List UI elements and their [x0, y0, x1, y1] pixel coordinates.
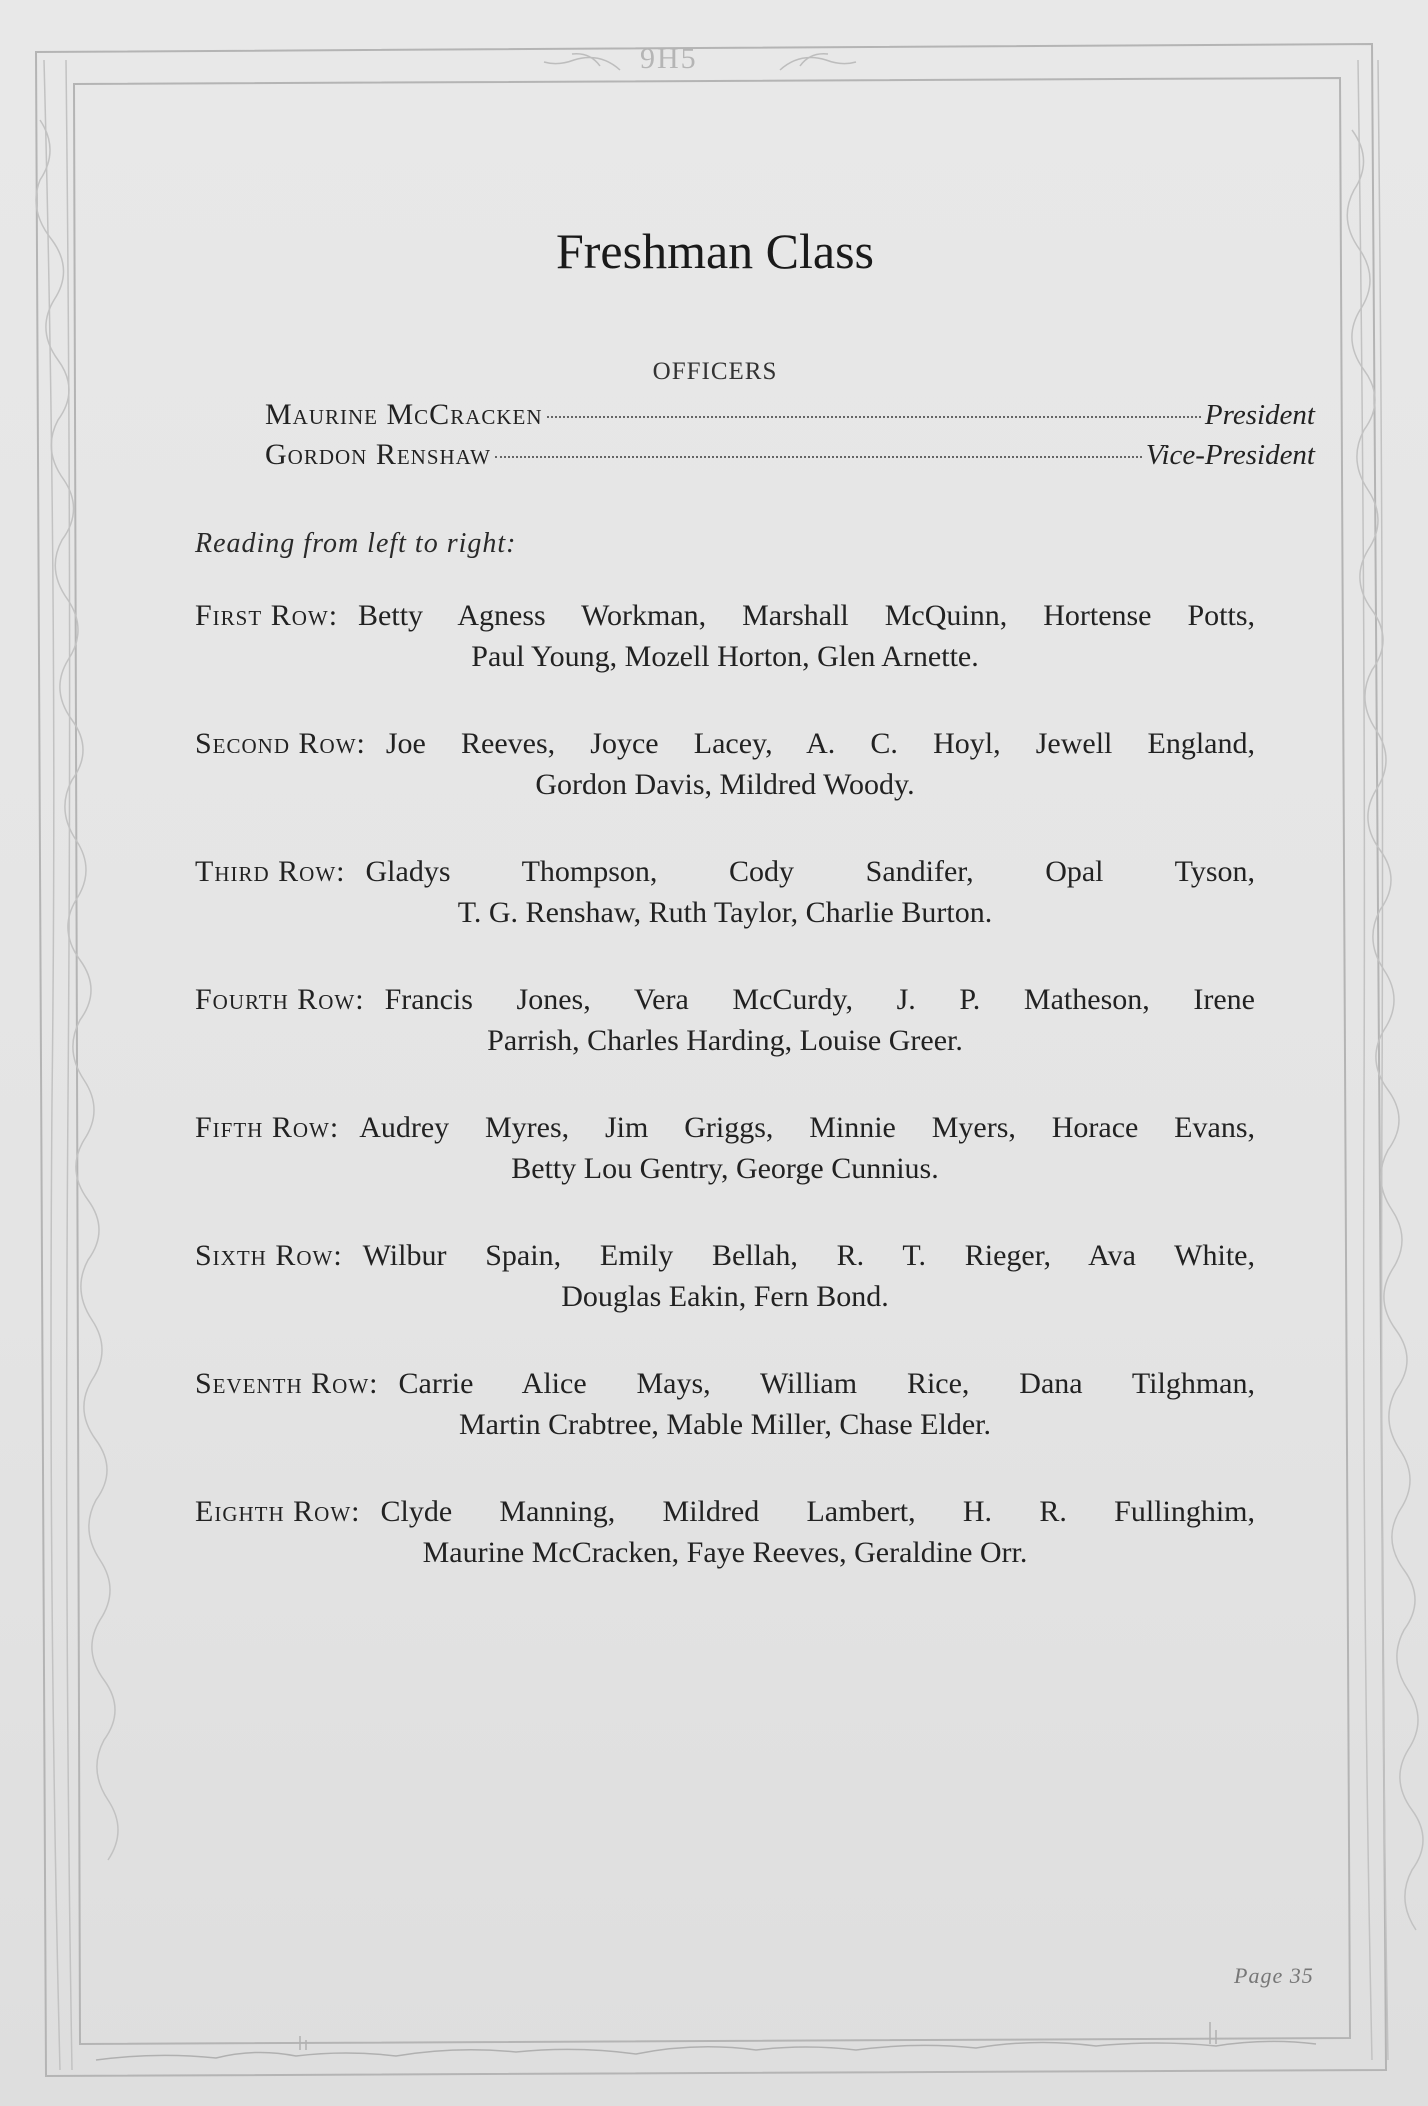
row-names-continued: Parrish, Charles Harding, Louise Greer.: [487, 1024, 963, 1057]
row-label: Seventh Row:: [195, 1367, 379, 1400]
row-names-continued: Gordon Davis, Mildred Woody.: [535, 768, 915, 801]
row-names-continued: Paul Young, Mozell Horton, Glen Arnette.: [471, 640, 979, 673]
page-title: Freshman Class: [555, 223, 875, 279]
top-wreath-ornament: [544, 54, 856, 70]
page-number: Page 35: [1234, 1963, 1314, 1988]
officer-office: Vice-President: [1145, 439, 1315, 471]
photo-row-eighth: [195, 1491, 1255, 1573]
row-label: First Row:: [195, 599, 339, 632]
photo-row-first: [195, 595, 1255, 677]
row-names: Betty Agness Workman, Marshall McQuinn, Hortense Potts,: [358, 599, 1255, 632]
officer-office: President: [1204, 399, 1315, 431]
row-label: Eighth Row:: [195, 1495, 361, 1528]
officer-row-president: [265, 398, 1315, 438]
officer-row-vice-president: [265, 438, 1315, 478]
photo-row-sixth: [195, 1235, 1255, 1317]
row-names-continued: Maurine McCracken, Faye Reeves, Geraldine Orr.: [422, 1536, 1028, 1569]
row-names: Joe Reeves, Joyce Lacey, A. C. Hoyl, Jewell England,: [385, 727, 1255, 760]
photo-row-fourth: [195, 979, 1255, 1061]
school-monogram: 9H5: [640, 42, 698, 75]
officer-name: Maurine McCracken: [265, 398, 543, 431]
row-names: Francis Jones, Vera McCurdy, J. P. Matheson, Irene: [384, 983, 1255, 1016]
photo-row-second: [195, 723, 1255, 805]
photo-row-seventh: [195, 1363, 1255, 1445]
officer-name: Gordon Renshaw: [265, 438, 491, 471]
row-names: Audrey Myres, Jim Griggs, Minnie Myers, Horace Evans,: [359, 1111, 1255, 1144]
photo-row-third: [195, 851, 1255, 933]
row-names-continued: Martin Crabtree, Mable Miller, Chase Elder.: [459, 1408, 991, 1441]
row-names-continued: T. G. Renshaw, Ruth Taylor, Charlie Burton.: [457, 896, 993, 929]
row-names: Gladys Thompson, Cody Sandifer, Opal Tyson,: [365, 855, 1255, 888]
dotted-leader: [495, 456, 1142, 458]
photo-row-fifth: [195, 1107, 1255, 1189]
row-names: Carrie Alice Mays, William Rice, Dana Tilghman,: [398, 1367, 1255, 1400]
row-label: Fourth Row:: [195, 983, 365, 1016]
reading-instructions: Reading from left to right:: [195, 528, 517, 559]
row-names-continued: Betty Lou Gentry, George Cunnius.: [511, 1152, 939, 1185]
row-label: Sixth Row:: [195, 1239, 343, 1272]
row-label: Second Row:: [195, 727, 366, 760]
left-vine-ornament: [36, 60, 118, 2070]
officers-heading: OFFICERS: [652, 358, 778, 385]
row-names: Wilbur Spain, Emily Bellah, R. T. Rieger, Ava White,: [362, 1239, 1255, 1272]
dotted-leader: [547, 416, 1201, 418]
right-vine-ornament: [1347, 60, 1423, 2060]
row-names: Clyde Manning, Mildred Lambert, H. R. Fullinghim,: [380, 1495, 1255, 1528]
row-label: Fifth Row:: [195, 1111, 340, 1144]
row-names-continued: Douglas Eakin, Fern Bond.: [561, 1280, 889, 1313]
row-label: Third Row:: [195, 855, 346, 888]
